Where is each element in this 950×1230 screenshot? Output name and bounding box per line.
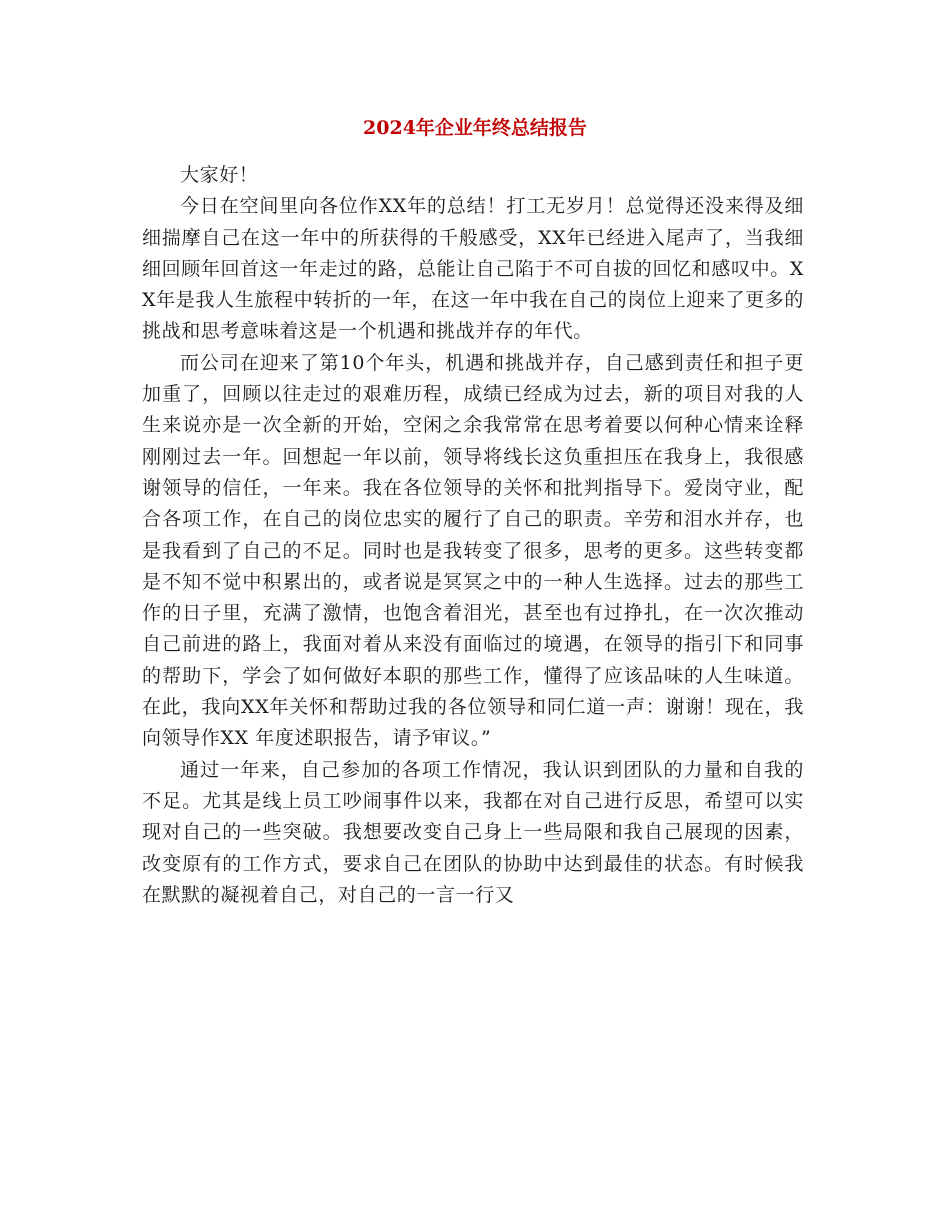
document-title: 2024年企业年终总结报告: [363, 117, 587, 139]
greeting: 大家好！: [180, 164, 259, 186]
paragraph-2: 而公司在迎来了第10个年头，机遇和挑战并存，自己感到责任和担子更加重了，回顾以往走过的艰难历程，成绩已经成为过去，新的项目对我的人生来说亦是一次全新的开始，空闲之余我常常在思考着要以何种心情来诠释刚刚过去一年。回想起一年以前，领导将线长这负重担压在我身上，我很感谢领导的信任，一年来。我在各位领导的关怀和批判指导下。爱岗守业，配合各项工作，在自己的岗位忠实的履行了自己的职责。辛劳和泪水并存，也是我看到了自己的不足。同时也是我转变了很多，思考的更多。这些转变都是不知不觉中积累出的，或者说是冥冥之中的一种人生选择。过去的那些工作的日子里，充满了激情，也饱含着泪光，甚至也有过挣扎，在一次次推动自己前进的路上，我面对着从来没有面临过的境遇，在领导的指引下和同事的帮助下，学会了如何做好本职的那些工作，懂得了应该品味的人生味道。在此，我向XX年关怀和帮助过我的各位领导和同仁道一声：谢谢！现在，我向领导作XX 年度述职报告，请予审议。”: [142, 351, 804, 750]
paragraph-1: 今日在空间里向各位作XX年的总结！打工无岁月！总觉得还没来得及细细揣摩自己在这一年中的所获得的千般感受，XX年已经进入尾声了，当我细细回顾年回首这一年走过的路，总能让自己陷于不可自拔的回忆和感叹中。XX年是我人生旅程中转折的一年，在这一年中我在自己的岗位上迎来了更多的挑战和思考意味着这是一个机遇和挑战并存的年代。: [142, 195, 804, 343]
paragraph-3: 通过一年来，自己参加的各项工作情况，我认识到团队的力量和自我的不足。尤其是线上员工吵闹事件以来，我都在对自己进行反思，希望可以实现对自己的一些突破。我想要改变自己身上一些局限和我自己展现的因素，改变原有的工作方式，要求自己在团队的协助中达到最佳的状态。有时候我在默默的凝视着自己，对自己的一言一行又: [142, 758, 804, 906]
document-body: [142, 160, 804, 911]
